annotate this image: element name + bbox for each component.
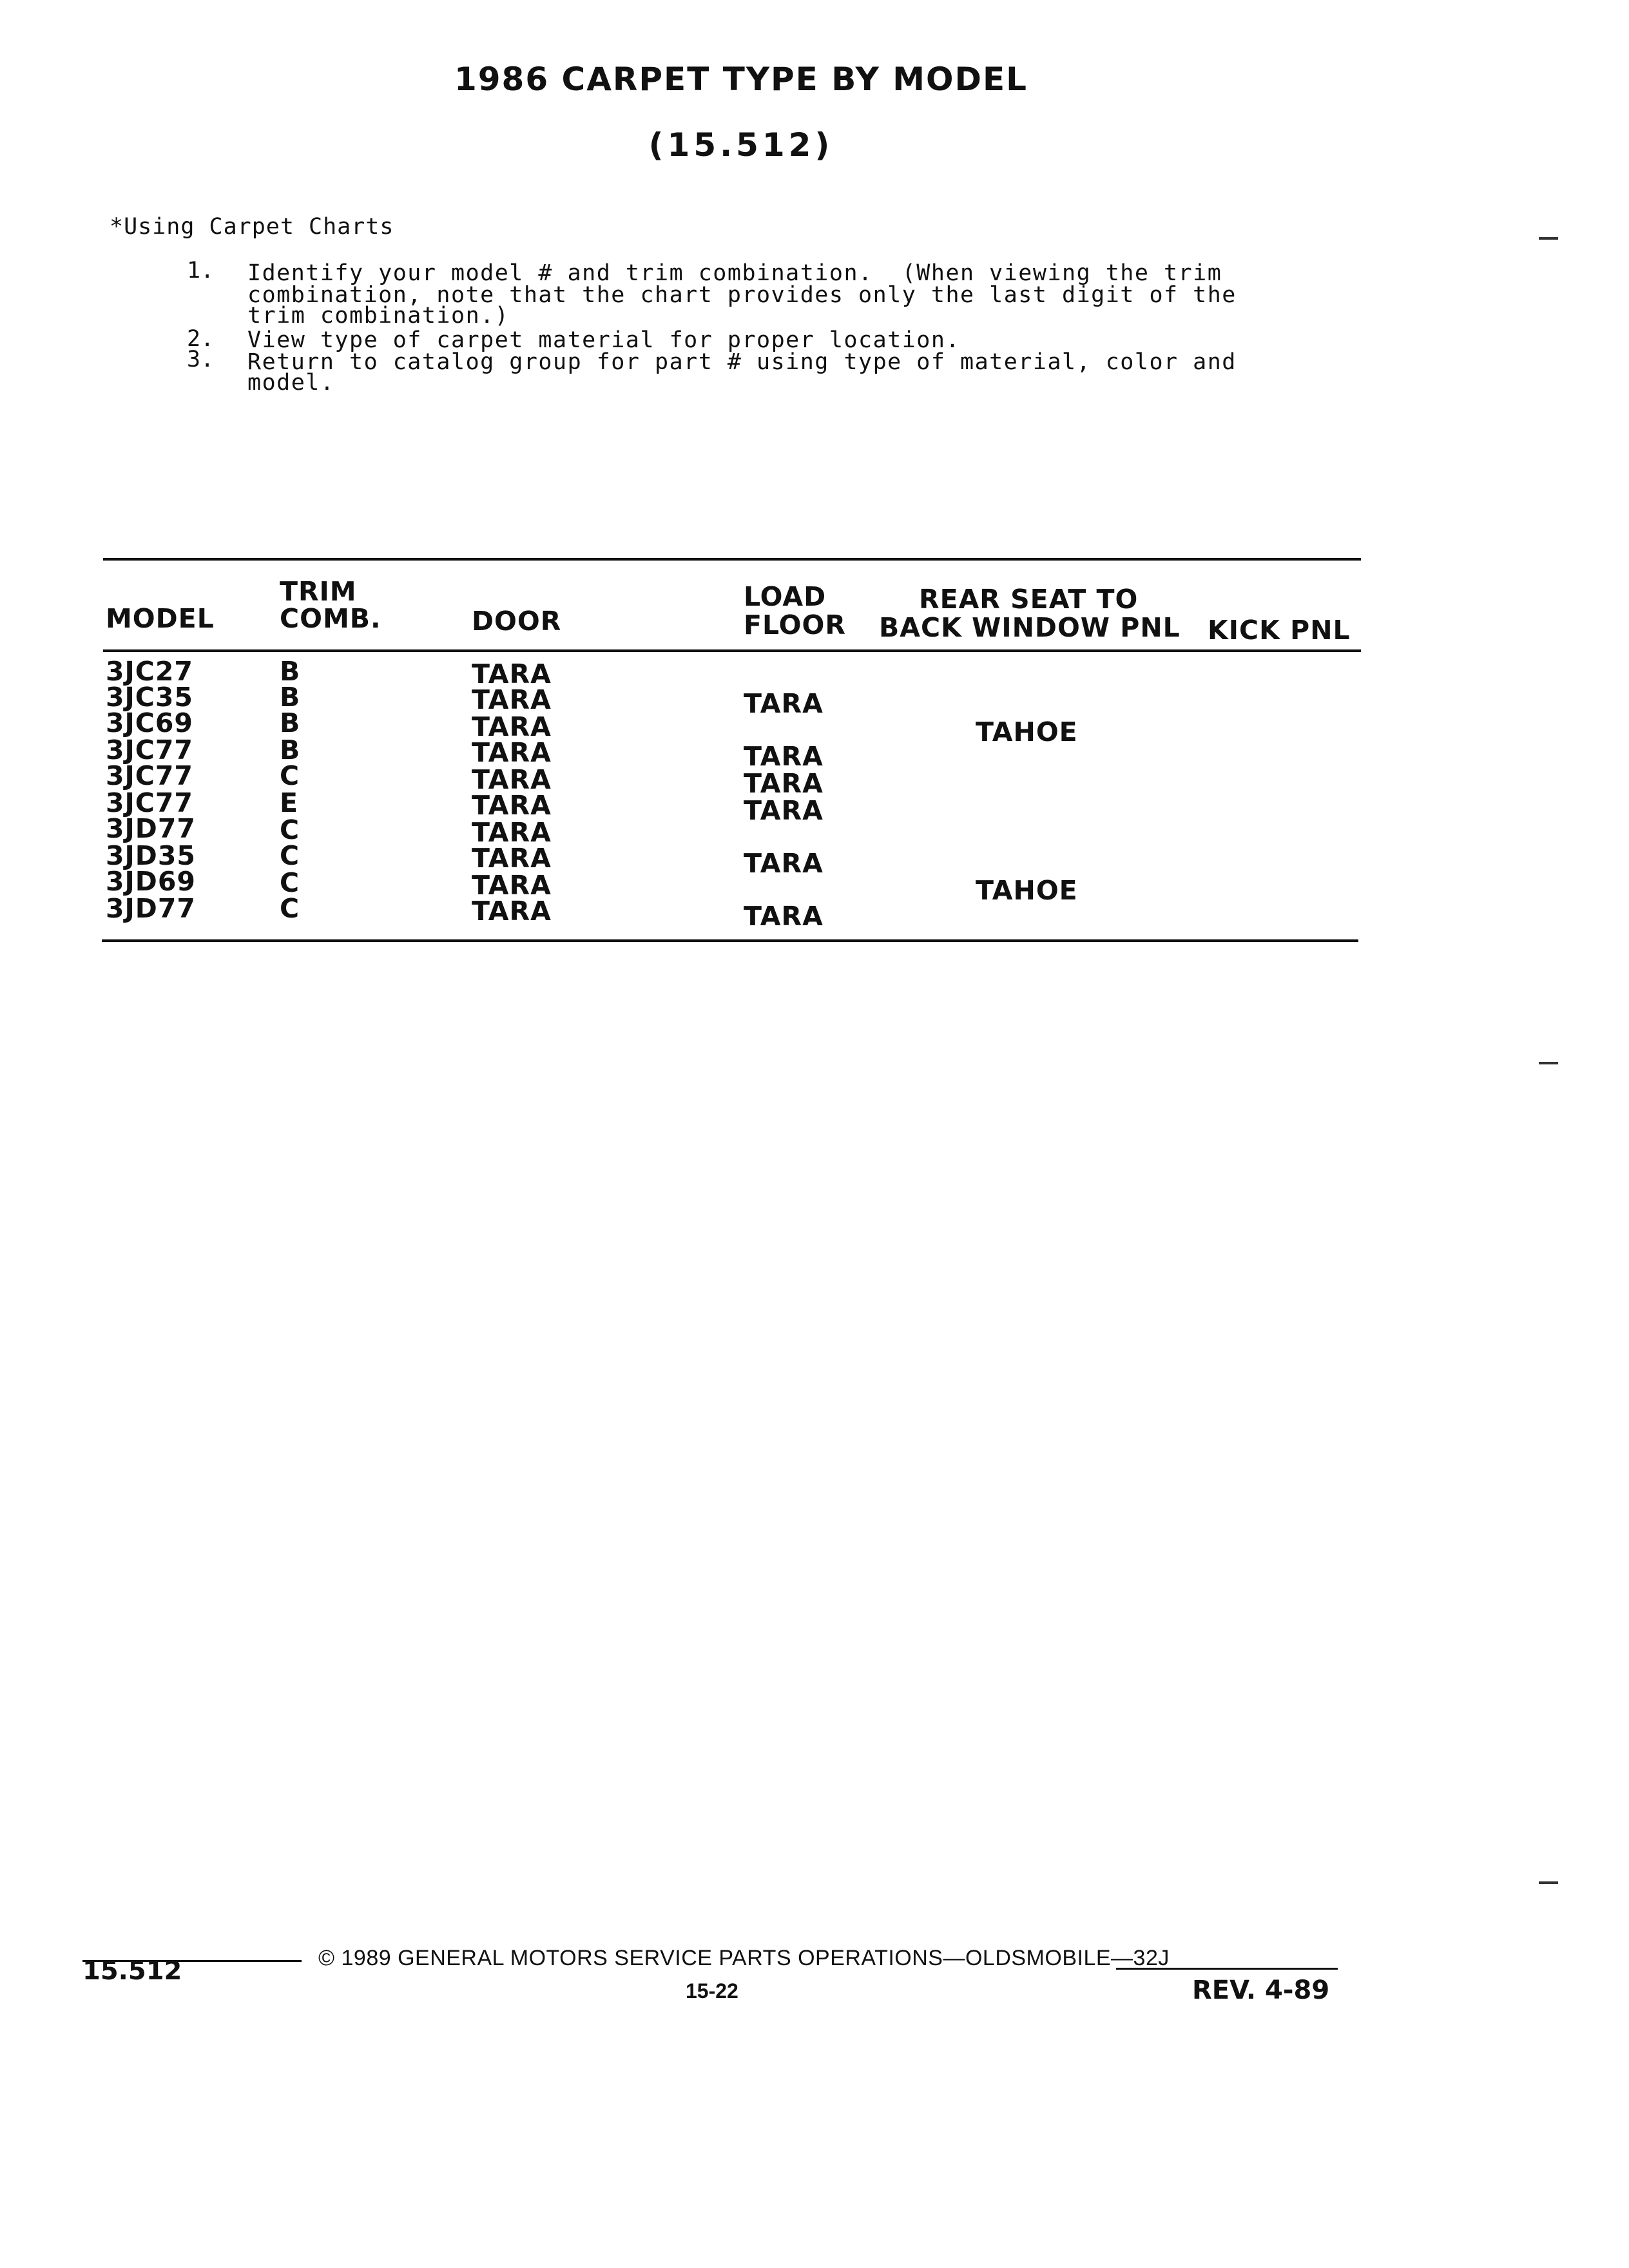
cell-model: 3JC27 xyxy=(106,656,193,687)
footer-revision: REV. 4-89 xyxy=(1192,1975,1330,2005)
cell-trim: B xyxy=(280,707,301,738)
header-kick: KICK PNL xyxy=(1208,615,1351,646)
cell-rear: TAHOE xyxy=(976,716,1078,747)
instruction-line: trim combination.) xyxy=(247,303,510,329)
header-load-top: LOAD xyxy=(744,581,827,612)
cell-load: TARA xyxy=(744,901,824,932)
instruction-line: model. xyxy=(247,370,335,396)
cell-door: TARA xyxy=(472,870,552,901)
cell-load: TARA xyxy=(744,848,824,879)
cell-door: TARA xyxy=(472,684,552,715)
intro-text: *Using Carpet Charts xyxy=(110,214,394,240)
header-rear-bottom: BACK WINDOW PNL xyxy=(879,612,1181,643)
margin-mark xyxy=(1539,1881,1558,1884)
instruction-number: 1. xyxy=(187,258,215,284)
cell-trim: C xyxy=(280,760,300,791)
cell-trim: B xyxy=(280,735,301,765)
page-title: 1986 CARPET TYPE BY MODEL xyxy=(454,61,1028,98)
cell-model: 3JC69 xyxy=(106,707,193,738)
cell-door: TARA xyxy=(472,711,552,742)
margin-mark xyxy=(1539,1062,1558,1064)
instruction-line: Return to catalog group for part # using type of material, color and xyxy=(247,349,1237,375)
header-load-bottom: FLOOR xyxy=(744,610,846,640)
table-header-rule xyxy=(103,649,1361,652)
cell-trim: C xyxy=(280,814,300,845)
cell-load: TARA xyxy=(744,795,824,826)
header-trim-bottom: COMB. xyxy=(280,603,381,634)
cell-door: TARA xyxy=(472,790,552,821)
cell-model: 3JD77 xyxy=(106,893,196,924)
cell-door: TARA xyxy=(472,843,552,874)
instruction-line: combination, note that the chart provides only the last digit of the xyxy=(247,282,1237,308)
cell-model: 3JC77 xyxy=(106,735,193,765)
instruction-line: View type of carpet material for proper location. xyxy=(247,327,961,353)
cell-model: 3JD77 xyxy=(106,813,196,844)
cell-trim: B xyxy=(280,656,301,687)
table-top-rule xyxy=(103,558,1361,561)
cell-model: 3JC77 xyxy=(106,760,193,791)
cell-trim: E xyxy=(280,787,299,818)
footer-page-number: 15-22 xyxy=(686,1979,738,2003)
cell-model: 3JD69 xyxy=(106,866,196,897)
margin-mark xyxy=(1539,237,1558,240)
cell-trim: C xyxy=(280,867,300,898)
cell-door: TARA xyxy=(472,764,552,795)
footer-section-number: 15.512 xyxy=(82,1956,182,1986)
cell-model: 3JC35 xyxy=(106,682,193,713)
instruction-number: 3. xyxy=(187,347,215,372)
cell-door: TARA xyxy=(472,896,552,927)
cell-door: TARA xyxy=(472,737,552,768)
cell-door: TARA xyxy=(472,817,552,848)
cell-trim: B xyxy=(280,682,301,713)
cell-load: TARA xyxy=(744,741,824,772)
cell-model: 3JC77 xyxy=(106,787,193,818)
page-subtitle: (15.512) xyxy=(648,126,834,164)
footer-copyright: © 1989 GENERAL MOTORS SERVICE PARTS OPERATIONS—OLDSMOBILE—32J xyxy=(318,1946,1170,1970)
cell-rear: TAHOE xyxy=(976,875,1078,906)
cell-load: TARA xyxy=(744,768,824,799)
cell-load: TARA xyxy=(744,688,824,719)
cell-model: 3JD35 xyxy=(106,840,196,871)
cell-trim: C xyxy=(280,893,300,924)
header-model: MODEL xyxy=(106,603,215,634)
instruction-number: 2. xyxy=(187,326,215,352)
header-door: DOOR xyxy=(472,606,562,637)
table-bottom-rule xyxy=(102,939,1358,942)
cell-trim: C xyxy=(280,840,300,871)
instruction-line: Identify your model # and trim combination. (When viewing the trim xyxy=(247,260,1222,286)
cell-door: TARA xyxy=(472,658,552,689)
header-rear-top: REAR SEAT TO xyxy=(919,584,1139,615)
header-trim-top: TRIM xyxy=(280,576,357,607)
